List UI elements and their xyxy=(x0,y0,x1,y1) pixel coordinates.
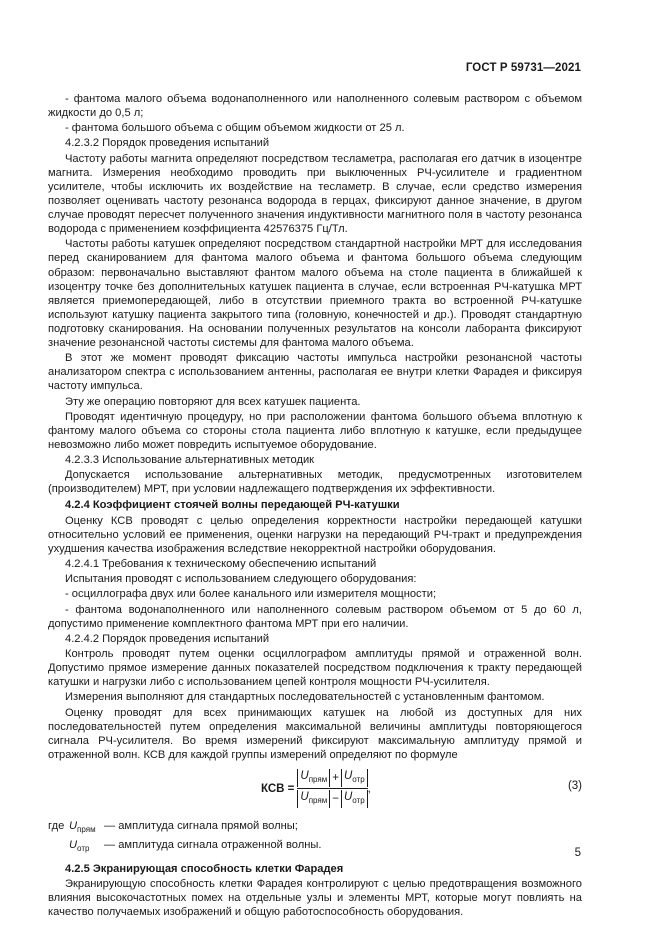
where-symbol: $U_{отр}$ xyxy=(69,838,90,853)
paragraph: Допускается использование альтернативных методик, предусмотренных изготовителем (производителем) МРТ, при условии надлежащего подтверждения их эффективности. xyxy=(48,469,582,496)
paragraph: Контроль проводят путем оценки осциллографом амплитуды прямой и отраженной волн. Допустимо прямое измерение данных показателей посредством подключения к тракту передающей катушки и нагрузки либо с использованием цепей контроля мощности РЧ-усилителя. xyxy=(48,648,582,689)
subsection-title: 4.2.4.1 Требования к техническому обеспечению испытаний xyxy=(65,558,377,571)
where-definition: — амплитуда сигнала прямой волны; xyxy=(104,820,298,832)
formula-lhs: КСВ = xyxy=(261,782,295,795)
formula-numerator: $U_{прям}$ + $U_{отр}$ xyxy=(297,769,367,787)
paragraph: В этот же момент проводят фиксацию частоты импульса настройки резонансной частоты анализатором спектра с использованием антенны, располагая ее внутри клетки Фарадея и фиксируя частоту импульса. xyxy=(48,352,582,393)
formula-ksv xyxy=(48,765,582,813)
paragraph: Оценку проводят для всех принимающих катушек на любой из доступных для них последовательностей путем определения максимальной величины амплитуды повторяющегося сигнала РЧ-усилителя. Во время измерений фиксируют максимальную амплитуду прямой и отраженной волн. КСВ для каждой группы измерений определяют по формуле xyxy=(48,706,582,761)
section-heading-4-2-4: 4.2.4 Коэффициент стоячей волны передающей РЧ-катушки xyxy=(65,499,400,512)
paragraph: Экранирующую способность клетки Фарадея контролируют с целью предотвращения возможного влияния высокочастотных помех на отдельные узлы и элементы МРТ, которые могут повлиять на качество получаемых изображений и общую работоспособность оборудования. xyxy=(48,878,582,919)
paragraph: Измерения выполняют для стандартных последовательностей с установленным фантомом. xyxy=(65,691,545,704)
where-row xyxy=(48,819,582,838)
list-item: - осциллографа двух или более канального или измерителя мощности; xyxy=(65,588,437,601)
equation-number: (3) xyxy=(567,780,582,792)
paragraph: Эту же операцию повторяют для всех катушек пациента. xyxy=(65,395,361,408)
formula-fraction xyxy=(297,769,367,808)
page-number: 5 xyxy=(574,847,581,859)
where-row xyxy=(48,838,582,857)
paragraph: Частоты работы катушек определяют посредством стандартной настройки МРТ для исследования перед сканированием для фантома малого объема и фантома большого объема следующим образом: первоначально выставляют фантом малого объема на столе пациента в ближайшей к изоцентру точке без дополнительных катушек пациента в случае, если встроенная РЧ-катушка МРТ является приемопередающей, либо в отсутствии приемного тракта во встроенной РЧ-катушке используют катушку пациента закрытого типа (головную, конечностей и др.). Проводят стандартную подготовку сканирования. На основании полученных результатов на консоли лаборанта фиксируют значение резонансной частоты системы для фантома малого объема. xyxy=(48,238,582,349)
paragraph: Проводят идентичную процедуру, но при расположении фантома большого объема вплотную к фантому малого объема со стороны стола пациента либо вплотную к катушке, если предыдущее невозможно либо может повредить испытуемое оборудование. xyxy=(48,410,582,451)
subsection-title: 4.2.3.3 Использование альтернативных методик xyxy=(65,454,315,467)
paragraph: - фантома большого объема с общим объемом жидкости от 25 л. xyxy=(65,122,405,135)
where-label: где xyxy=(48,820,65,832)
paragraph: - фантома малого объема водонаполненного или наполненного солевым раствором с объемом жидкости до 0,5 л; xyxy=(48,93,582,120)
where-definition: — амплитуда сигнала отраженной волны. xyxy=(104,838,322,851)
fraction-bar xyxy=(297,788,367,789)
document-id: ГОСТ Р 59731—2021 xyxy=(465,62,581,74)
paragraph: Частоту работы магнита определяют посредством тесламетра, располагая его датчик в изоцентре магнита. Измерения необходимо проводить при выключенных РЧ-усилителе и градиентном усилителе, чтобы исключить их воздействие на тесламетр. В случае, если средство измерения позволяет оценивать частоту резонанса водорода в герцах, фиксируют данное значение, в другом случае проводят пересчет полученного значения индуктивности магнитного поля в частоту резонанса водорода с применением коэффициента 42576375 Гц/Тл. xyxy=(48,152,582,236)
subsection-title: 4.2.4.2 Порядок проведения испытаний xyxy=(65,632,270,645)
page-body xyxy=(48,92,582,921)
subsection-title: 4.2.3.2 Порядок проведения испытаний xyxy=(65,137,270,150)
list-item: - фантома водонаполненного или наполненного солевым раствором объемом от 5 до 60 л, допустимо применение комплектного фантома МРТ при его наличии. xyxy=(48,603,582,630)
paragraph: Оценку КСВ проводят с целью определения корректности настройки передающей катушки относительно условий ее применения, оценки нагрузки на передающий РЧ-тракт и предупреждения ухудшения качества изображения вследствие некорректной настройки оборудования. xyxy=(48,514,582,555)
paragraph: Испытания проводят с использованием следующего оборудования: xyxy=(65,573,417,586)
section-heading-4-2-5: 4.2.5 Экранирующая способность клетки Фарадея xyxy=(65,863,344,875)
formula-trailing-comma: , xyxy=(367,782,371,795)
formula-denominator: $U_{прям}$ − $U_{отр}$ xyxy=(297,790,367,808)
where-symbol: $U_{прям}$ xyxy=(69,820,96,834)
